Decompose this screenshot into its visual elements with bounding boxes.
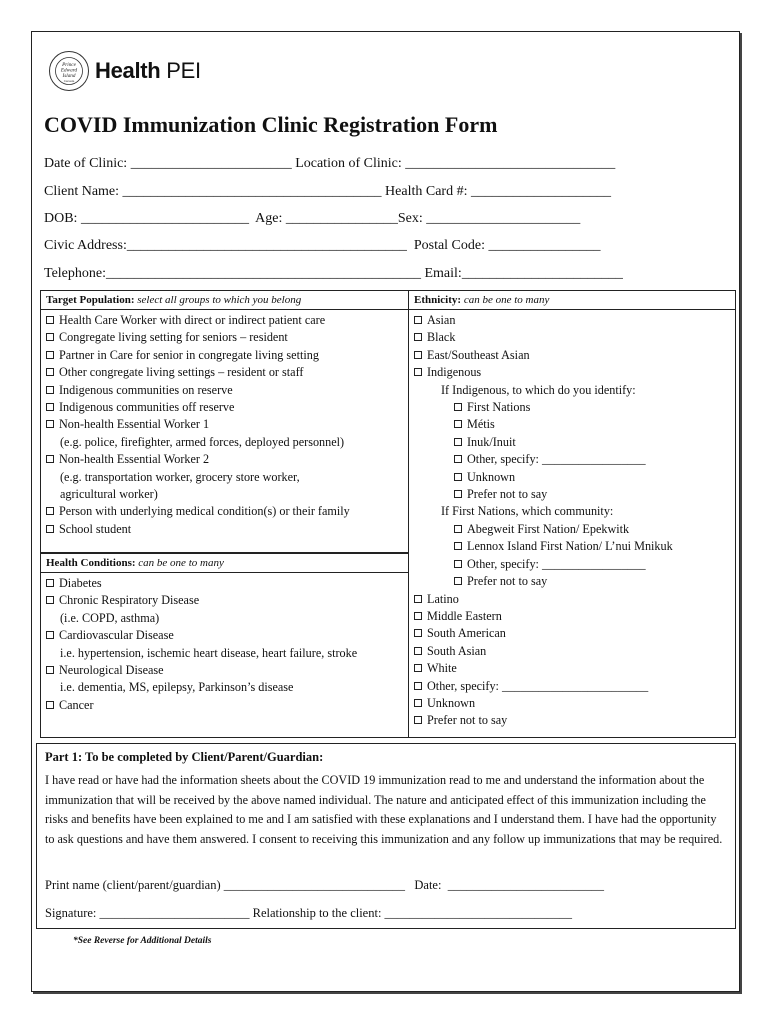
checkbox[interactable] [414, 316, 422, 324]
brand-name [95, 58, 201, 84]
checkbox-item[interactable]: White [414, 660, 735, 677]
checkbox-item[interactable]: Health Care Worker with direct or indirect patient care [46, 312, 408, 329]
checkbox[interactable] [46, 631, 54, 639]
part1-consent-section [36, 743, 736, 929]
svg-text:Edward: Edward [60, 67, 78, 74]
checkbox-item[interactable]: Congregate living setting for seniors – resident [46, 329, 408, 346]
part1-title: Part 1: To be completed by Client/Parent/Guardian: [45, 750, 324, 764]
checkbox-item[interactable]: Latino [414, 591, 735, 608]
checkbox-item[interactable]: Diabetes [46, 575, 408, 592]
checkbox[interactable] [454, 473, 462, 481]
checkbox-item[interactable]: Unknown [414, 469, 735, 486]
checkbox-item[interactable]: East/Southeast Asian [414, 347, 735, 364]
checkbox[interactable] [454, 542, 462, 550]
health-conditions-section [40, 553, 409, 738]
checkbox-item[interactable]: Partner in Care for senior in congregate living setting [46, 347, 408, 364]
pei-seal-icon [49, 51, 89, 91]
address-postal-fields[interactable]: Civic Address:________________________________________ Postal Code: ________________ [44, 238, 601, 253]
client-healthcard-fields[interactable]: Client Name: _____________________________________ Health Card #: ____________________ [44, 184, 611, 199]
checkbox-item[interactable]: Other, specify: ________________________ [414, 678, 735, 695]
health-pei-logo [49, 50, 201, 92]
checkbox-item[interactable]: Other congregate living settings – resident or staff [46, 364, 408, 381]
checkbox[interactable] [46, 351, 54, 359]
footnote: *See Reverse for Additional Details [73, 936, 212, 946]
checkbox[interactable] [46, 316, 54, 324]
checkbox-item[interactable]: Asian [414, 312, 735, 329]
checkbox[interactable] [454, 420, 462, 428]
checkbox-item[interactable]: Non-health Essential Worker 1 [46, 416, 408, 433]
checkbox[interactable] [46, 403, 54, 411]
health-conditions-header: Health Conditions: can be one to many [41, 553, 408, 573]
checkbox[interactable] [414, 699, 422, 707]
item-note: i.e. hypertension, ischemic heart disease, heart failure, stroke [60, 645, 358, 660]
checkbox[interactable] [454, 560, 462, 568]
checkbox-item[interactable]: Lennox Island First Nation/ L’nui Mnikuk [414, 538, 735, 555]
brand-bold: Health [95, 58, 161, 83]
checkbox-item[interactable]: Person with underlying medical condition(s) or their family [46, 503, 408, 520]
checkbox[interactable] [414, 664, 422, 672]
checkbox-item[interactable]: Indigenous communities off reserve [46, 399, 408, 416]
target-population-header: Target Population: select all groups to which you belong [41, 291, 408, 310]
item-note: agricultural worker) [60, 487, 158, 502]
checkbox-item[interactable]: Cancer [46, 697, 408, 714]
svg-text:Canada: Canada [63, 79, 75, 83]
checkbox-item[interactable]: School student [46, 521, 408, 538]
checkbox[interactable] [454, 403, 462, 411]
checkbox-item[interactable]: Non-health Essential Worker 2 [46, 451, 408, 468]
checkbox-item[interactable]: South American [414, 625, 735, 642]
checkbox-item[interactable]: Middle Eastern [414, 608, 735, 625]
ethnicity-header: Ethnicity: can be one to many [409, 291, 735, 310]
checkbox-item[interactable]: Other, specify: _________________ [414, 556, 735, 573]
svg-text:Prince: Prince [62, 62, 76, 68]
print-name-date-fields[interactable]: Print name (client/parent/guardian) _____________________________ Date: _________________________ [45, 878, 604, 892]
signature-relationship-fields[interactable]: Signature: ________________________ Relationship to the client: ______________________________ [45, 906, 573, 920]
checkbox[interactable] [46, 525, 54, 533]
checkbox-item[interactable]: Indigenous communities on reserve [46, 382, 408, 399]
checkbox[interactable] [414, 612, 422, 620]
checkbox[interactable] [414, 629, 422, 637]
checkbox-item[interactable]: Indigenous [414, 364, 735, 381]
dob-age-sex-fields[interactable]: DOB: ________________________ Age: ________________Sex: ______________________ [44, 211, 581, 226]
checkbox-item[interactable]: Cardiovascular Disease [46, 627, 408, 644]
item-note: i.e. dementia, MS, epilepsy, Parkinson’s disease [60, 680, 294, 695]
checkbox[interactable] [454, 577, 462, 585]
checkbox-item[interactable]: South Asian [414, 643, 735, 660]
consent-text: I have read or have had the information sheets about the COVID 19 immunization read to me and understand the information about the immunization that will be received by the above named individual. The nature and anticipated effect of this immunization including the risks and benefits have been explained to me and I am satisfied with these explanations and I understand them. I have had the opportunity to ask questions and have them answered. I consent to receiving this immunization and any follow up immunizations that may be required. [45, 773, 723, 846]
sub-question: If First Nations, which community: [441, 504, 614, 519]
checkbox[interactable] [454, 525, 462, 533]
checkbox[interactable] [414, 682, 422, 690]
checkbox[interactable] [46, 420, 54, 428]
checkbox-item[interactable]: Inuk/Inuit [414, 434, 735, 451]
checkbox[interactable] [46, 666, 54, 674]
form-title: COVID Immunization Clinic Registration Form [44, 112, 498, 137]
sub-question: If Indigenous, to which do you identify: [441, 382, 636, 397]
checkbox-item[interactable]: First Nations [414, 399, 735, 416]
item-note: (e.g. police, firefighter, armed forces, deployed personnel) [60, 434, 345, 449]
checkbox[interactable] [414, 647, 422, 655]
checkbox-item[interactable]: Prefer not to say [414, 712, 735, 729]
checkbox-item[interactable]: Abegweit First Nation/ Epekwitk [414, 521, 735, 538]
checkbox[interactable] [414, 368, 422, 376]
target-population-section [40, 290, 409, 553]
svg-text:Island: Island [62, 73, 76, 79]
checkbox[interactable] [414, 333, 422, 341]
checkbox[interactable] [46, 333, 54, 341]
checkbox[interactable] [414, 595, 422, 603]
checkbox[interactable] [46, 596, 54, 604]
checkbox-item[interactable]: Neurological Disease [46, 662, 408, 679]
checkbox[interactable] [414, 716, 422, 724]
checkbox[interactable] [46, 579, 54, 587]
checkbox-item[interactable]: Prefer not to say [414, 573, 735, 590]
checkbox[interactable] [454, 438, 462, 446]
checkbox[interactable] [414, 351, 422, 359]
checkbox[interactable] [46, 386, 54, 394]
checkbox[interactable] [46, 701, 54, 709]
checkbox[interactable] [454, 455, 462, 463]
brand-regular: PEI [166, 58, 201, 83]
item-note: (e.g. transportation worker, grocery store worker, [60, 469, 300, 484]
checkbox-item[interactable]: Métis [414, 416, 735, 433]
checkbox-item[interactable]: Unknown [414, 695, 735, 712]
checkbox[interactable] [454, 490, 462, 498]
date-location-fields[interactable]: Date of Clinic: _______________________ Location of Clinic: ______________________________ [44, 156, 616, 171]
checkbox[interactable] [46, 368, 54, 376]
ethnicity-section [408, 290, 736, 738]
checkbox-item[interactable]: Prefer not to say [414, 486, 735, 503]
checkbox[interactable] [46, 507, 54, 515]
item-note: (i.e. COPD, asthma) [60, 610, 160, 625]
checkbox-item[interactable]: Black [414, 329, 735, 346]
checkbox-item[interactable]: Other, specify: _________________ [414, 451, 735, 468]
checkbox-item[interactable]: Chronic Respiratory Disease [46, 592, 408, 609]
checkbox[interactable] [46, 455, 54, 463]
telephone-email-fields[interactable]: Telephone:_____________________________________________ Email:_______________________ [44, 266, 623, 281]
